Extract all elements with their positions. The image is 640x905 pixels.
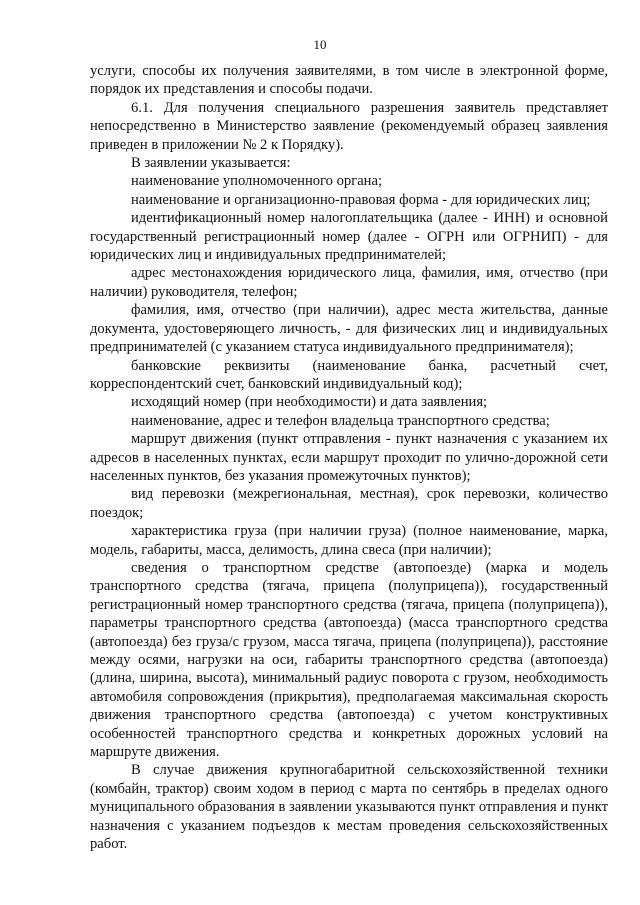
paragraph-6-1: 6.1. Для получения специального разрешения заявитель представляет непосредственно в Министерство заявление (рекомендуемый образец заявления приведен в приложении № 2 к Порядку). xyxy=(90,99,608,153)
list-item-individual-data: фамилия, имя, отчество (при наличии), адрес места жительства, данные документа, удостоверяющего личность, - для физических лиц и индивидуальных предпринимателей (с указанием статуса индивидуального предпринимателя); xyxy=(90,302,608,356)
list-item-transport-type: вид перевозки (межрегиональная, местная), срок перевозки, количество поездок; xyxy=(90,486,608,521)
list-item-outgoing-number: исходящий номер (при необходимости) и дата заявления; xyxy=(131,394,488,411)
list-item-legal-form: наименование и организационно-правовая форма - для юридических лиц; xyxy=(131,191,591,208)
paragraph-continuation: услуги, способы их получения заявителями, в том числе в электронной форме, порядок их представления и способы подачи. xyxy=(90,63,608,98)
list-item-legal-address: адрес местонахождения юридического лица, фамилия, имя, отчество (при наличии) руководителя, телефон; xyxy=(90,265,608,300)
paragraph-agricultural-machinery: В случае движения крупногабаритной сельскохозяйственной техники (комбайн, трактор) своим ходом в период с марта по сентябрь в пределах одного муниципального образования в заявлении указываются пункт отправления и пункт назначения с указанием подъездов к местам проведения сельскохозяйственных работ. xyxy=(90,762,608,853)
page-number: 10 xyxy=(313,37,327,52)
list-item-route: маршрут движения (пункт отправления - пункт назначения с указанием их адресов в населенных пунктах, если маршрут проходит по улично-дорожной сети населенных пунктов, без указания промежуточных пунктов); xyxy=(90,431,608,484)
list-item-vehicle-info: сведения о транспортном средстве (автопоезде) (марка и модель транспортного средства (тягача, прицепа (полуприцепа)), государственный регистрационный номер транспортного средства (тягача, прицепа (полуприцепа)), параметры транспортного средства (автопоезда) (масса транспортного средства (автопоезда) без груза/с грузом, масса тягача, прицепа (полуприцепа)), расстояние между осями, нагрузки на оси, габариты транспортного средства (автопоезда) (длина, ширина, высота), минимальный радиус поворота с грузом, необходимость автомобиля сопровождения (прикрытия), предполагаемая максимальная скорость движения транспортного средства (автопоезда) с учетом конструктивных особенностей транспортного средства и конкретных дорожных условий на маршруте движения. xyxy=(90,559,608,761)
document-body xyxy=(90,62,608,853)
list-item-vehicle-owner: наименование, адрес и телефон владельца транспортного средства; xyxy=(131,412,550,429)
list-item-cargo: характеристика груза (при наличии груза) (полное наименование, марка, модель, габариты, масса, делимость, длина свеса (при наличии); xyxy=(90,523,608,558)
paragraph-list-intro: В заявлении указывается: xyxy=(131,155,291,172)
list-item-authority-name: наименование уполномоченного органа; xyxy=(131,173,383,190)
list-item-inn-ogrn: идентификационный номер налогоплательщика (далее - ИНН) и основной государственный регистрационный номер (далее - ОГРН или ОГРНИП) - для юридических лиц и индивидуальных предпринимателей; xyxy=(90,210,608,264)
list-item-bank-details: банковские реквизиты (наименование банка, расчетный счет, корреспондентский счет, банковский индивидуальный код); xyxy=(90,357,608,392)
